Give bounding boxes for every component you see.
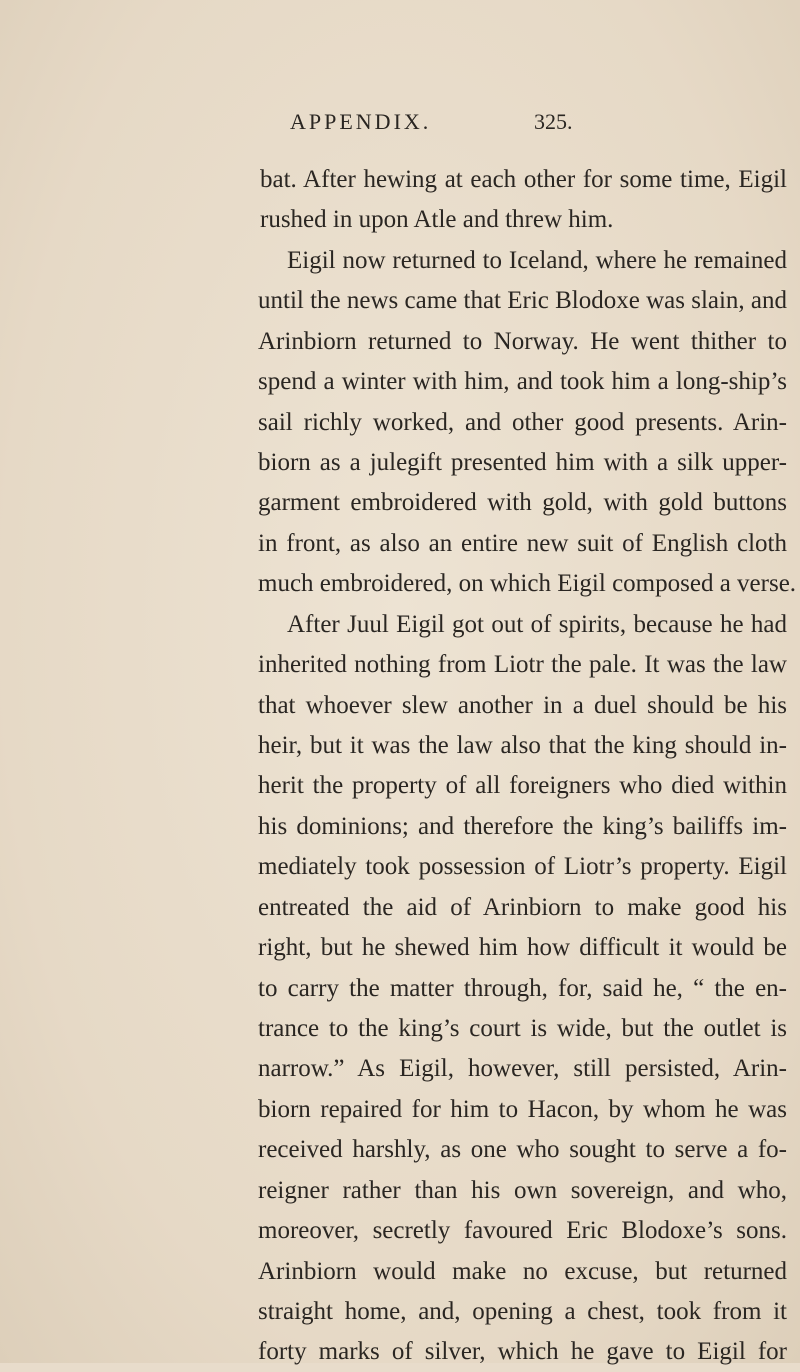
text-line: straight home, and, opening a chest, took from it bbox=[258, 1298, 787, 1325]
text-line: trance to the king’s court is wide, but the outlet is bbox=[258, 1015, 787, 1042]
text-line: until the news came that Eric Blodoxe was slain, and bbox=[258, 287, 788, 314]
text-line: sail richly worked, and other good presents. Arin- bbox=[258, 409, 787, 436]
text-line: garment embroidered with gold, with gold buttons bbox=[258, 489, 787, 516]
text-line: right, but he shewed him how difficult it would be bbox=[258, 934, 787, 961]
running-head bbox=[258, 104, 678, 140]
text-line: that whoever slew another in a duel should be his bbox=[258, 692, 787, 719]
text-line: moreover, secretly favoured Eric Blodoxe’s sons. bbox=[258, 1217, 787, 1244]
text-line: After Juul Eigil got out of spirits, because he had bbox=[287, 611, 787, 638]
text-line: much embroidered, on which Eigil composed a verse. bbox=[258, 570, 797, 597]
text-line: biorn repaired for him to Hacon, by whom he was bbox=[258, 1096, 787, 1123]
text-line: herit the property of all foreigners who died within bbox=[258, 772, 787, 799]
text-line: received harshly, as one who sought to serve a fo- bbox=[258, 1136, 787, 1163]
text-line: heir, but it was the law also that the king should in- bbox=[258, 732, 787, 759]
text-line: spend a winter with him, and took him a long-ship’s bbox=[258, 368, 787, 395]
text-line: forty marks of silver, which he gave to Eigil for bbox=[258, 1338, 787, 1365]
text-line: bat. After hewing at each other for some time, Eigil bbox=[260, 166, 787, 193]
text-line: Arinbiorn returned to Norway. He went thither to bbox=[258, 328, 787, 355]
text-line: entreated the aid of Arinbiorn to make good his bbox=[258, 894, 787, 921]
text-line: rushed in upon Atle and threw him. bbox=[260, 206, 614, 233]
running-title: APPENDIX. bbox=[290, 109, 432, 134]
text-line: mediately took possession of Liotr’s property. Eigil bbox=[258, 853, 787, 880]
text-line: inherited nothing from Liotr the pale. It was the law bbox=[258, 651, 787, 678]
page-number: 325. bbox=[534, 109, 573, 134]
text-line: Arinbiorn would make no excuse, but returned bbox=[258, 1258, 787, 1285]
text-line: reigner rather than his own sovereign, and who, bbox=[258, 1177, 787, 1204]
text-line: biorn as a julegift presented him with a silk upper- bbox=[258, 449, 787, 476]
text-line: to carry the matter through, for, said he, “ the en- bbox=[258, 975, 787, 1002]
text-line: his dominions; and therefore the king’s bailiffs im- bbox=[258, 813, 787, 840]
text-line: narrow.” As Eigil, however, still persisted, Arin- bbox=[258, 1055, 787, 1082]
text-line: Eigil now returned to Iceland, where he remained bbox=[287, 247, 787, 274]
text-line: in front, as also an entire new suit of English cloth bbox=[258, 530, 787, 557]
